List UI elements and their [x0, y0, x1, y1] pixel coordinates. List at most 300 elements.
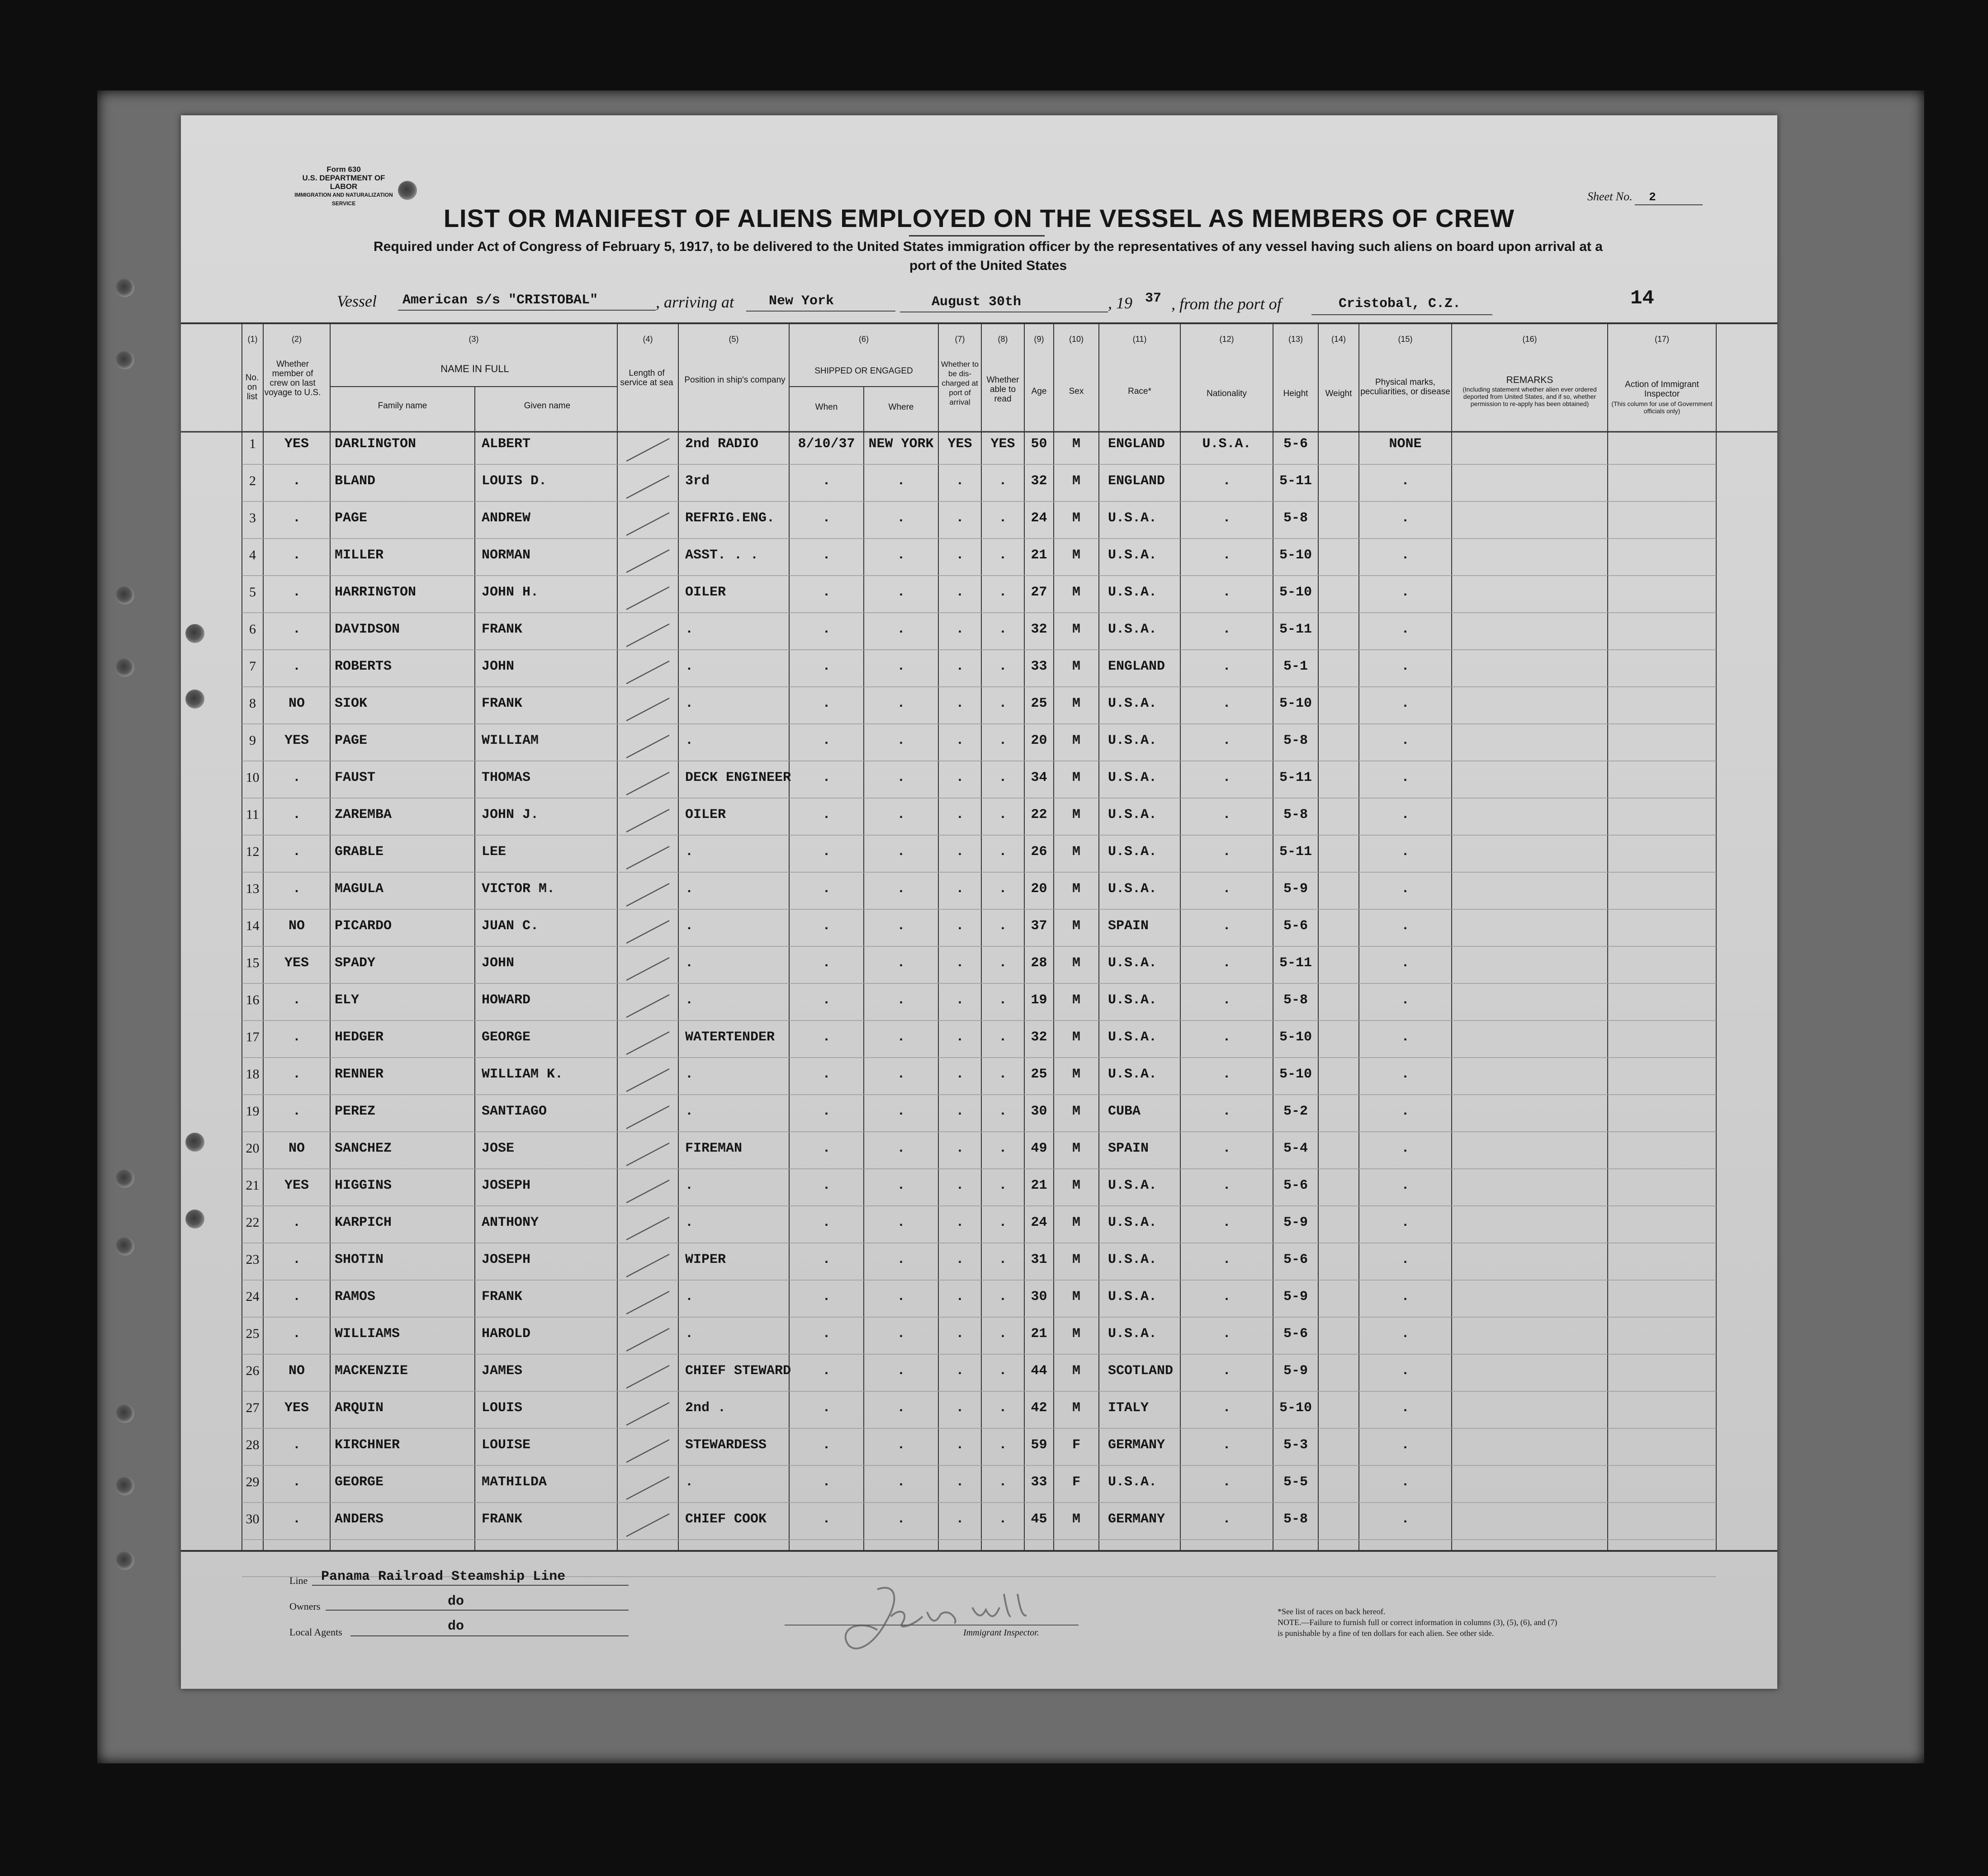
cell-family: GEORGE: [335, 1474, 384, 1490]
cell-given: FRANK: [482, 1512, 523, 1527]
header-length-of-service: Length of service at sea: [620, 369, 673, 387]
cell-position: 2nd RADIO: [685, 436, 759, 452]
cell-height: 5-10: [1279, 696, 1312, 711]
cell-crew: NO: [288, 918, 305, 934]
cell-nat: .: [1222, 1067, 1231, 1082]
cell-crew: .: [292, 1474, 301, 1490]
cell-family: PEREZ: [335, 1104, 376, 1119]
length-of-service-mark: [626, 1291, 669, 1314]
cell-height: 5-11: [1279, 844, 1312, 860]
cell-age: 32: [1031, 622, 1047, 637]
cell-disch: .: [956, 659, 964, 674]
length-of-service-mark: [626, 439, 669, 461]
cell-where: .: [897, 1104, 905, 1119]
cell-disch: .: [956, 696, 964, 711]
cell-crew: .: [292, 1252, 301, 1267]
cell-age: 20: [1031, 733, 1047, 748]
cell-read: .: [999, 1215, 1007, 1230]
cell-sex: M: [1072, 696, 1080, 711]
cell-given: JOHN: [482, 955, 515, 971]
cell-height: 5-9: [1283, 1289, 1308, 1304]
cell-read: .: [999, 1141, 1007, 1156]
cell-position: CHIEF STEWARD: [685, 1363, 791, 1379]
cell-where: .: [897, 918, 905, 934]
cell-where: .: [897, 1363, 905, 1379]
cell-where: .: [897, 1067, 905, 1082]
cell-read: .: [999, 1178, 1007, 1193]
cell-nat: .: [1222, 622, 1231, 637]
cell-read: .: [999, 659, 1007, 674]
length-of-service-mark: [626, 846, 669, 869]
cell-race: U.S.A.: [1108, 1474, 1157, 1490]
length-of-service-mark: [626, 587, 669, 610]
cell-when: .: [822, 510, 831, 526]
cell-where: .: [897, 770, 905, 785]
cell-height: 5-8: [1283, 807, 1308, 822]
cell-phys: .: [1401, 1141, 1410, 1156]
cell-age: 34: [1031, 770, 1047, 785]
cell-sex: M: [1072, 955, 1080, 971]
cell-sex: M: [1072, 659, 1080, 674]
cell-where: .: [897, 1326, 905, 1342]
cell-crew: YES: [284, 1178, 309, 1193]
cell-read: .: [999, 585, 1007, 600]
header-inspector-action: Action of Immigrant Inspector: [1625, 380, 1699, 399]
cell-when: .: [822, 473, 831, 489]
cell-where: .: [897, 1030, 905, 1045]
cell-age: 22: [1031, 807, 1047, 822]
column-number: (15): [1398, 335, 1413, 344]
manifest-grid: [181, 115, 1777, 1689]
cell-disch: .: [956, 770, 964, 785]
length-of-service-mark: [626, 624, 669, 647]
cell-position: .: [685, 696, 694, 711]
cell-nat: .: [1222, 585, 1231, 600]
cell-age: 44: [1031, 1363, 1047, 1379]
cell-crew: .: [292, 1326, 301, 1342]
cell-crew: .: [292, 1437, 301, 1453]
cell-phys: .: [1401, 473, 1410, 489]
cell-phys: .: [1401, 1030, 1410, 1045]
cell-no: 16: [246, 992, 260, 1007]
cell-where: .: [897, 844, 905, 860]
column-number: (5): [729, 335, 739, 344]
length-of-service-mark: [626, 1440, 669, 1462]
punch-hole: [115, 586, 134, 605]
length-of-service-mark: [626, 1403, 669, 1425]
length-of-service-mark: [626, 1366, 669, 1388]
cell-read: .: [999, 1363, 1007, 1379]
cell-family: DARLINGTON: [335, 436, 417, 452]
cell-given: JOSEPH: [482, 1178, 531, 1193]
cell-sex: M: [1072, 548, 1080, 563]
length-of-service-mark: [626, 1217, 669, 1240]
length-of-service-mark: [626, 958, 669, 980]
cell-where: .: [897, 1437, 905, 1453]
column-number: (13): [1288, 335, 1303, 344]
cell-family: KIRCHNER: [335, 1437, 400, 1453]
cell-read: .: [999, 696, 1007, 711]
cell-family: WILLIAMS: [335, 1326, 400, 1342]
cell-disch: .: [956, 955, 964, 971]
cell-crew: .: [292, 1067, 301, 1082]
cell-sex: M: [1072, 992, 1080, 1008]
cell-where: NEW YORK: [868, 436, 934, 452]
cell-crew: .: [292, 1215, 301, 1230]
cell-when: .: [822, 585, 831, 600]
header-race: Race*: [1128, 387, 1151, 396]
cell-position: ASST. . .: [685, 548, 759, 563]
length-of-service-mark: [626, 921, 669, 943]
cell-position: .: [685, 1067, 694, 1082]
cell-no: 8: [249, 696, 256, 711]
column-number: (10): [1069, 335, 1084, 344]
cell-no: 26: [246, 1363, 260, 1378]
cell-family: KARPICH: [335, 1215, 392, 1230]
cell-race: GERMANY: [1108, 1512, 1165, 1527]
cell-age: 32: [1031, 1030, 1047, 1045]
cell-when: .: [822, 1178, 831, 1193]
cell-given: FRANK: [482, 696, 523, 711]
cell-crew: .: [292, 881, 301, 897]
cell-race: SPAIN: [1108, 1141, 1149, 1156]
length-of-service-mark: [626, 809, 669, 832]
cell-age: 32: [1031, 473, 1047, 489]
cell-no: 13: [246, 881, 260, 896]
cell-given: JOHN: [482, 659, 515, 674]
cell-given: MATHILDA: [482, 1474, 547, 1490]
cell-given: LEE: [482, 844, 506, 860]
cell-given: WILLIAM: [482, 733, 539, 748]
cell-height: 5-5: [1283, 1474, 1308, 1490]
cell-sex: M: [1072, 770, 1080, 785]
cell-read: .: [999, 1030, 1007, 1045]
cell-crew: NO: [288, 1141, 305, 1156]
cell-sex: M: [1072, 1512, 1080, 1527]
cell-given: WILLIAM K.: [482, 1067, 563, 1082]
cell-no: 4: [249, 548, 256, 562]
header-physical-marks: Physical marks, peculiarities, or disease: [1360, 378, 1450, 397]
cell-phys: .: [1401, 622, 1410, 637]
cell-height: 5-9: [1283, 881, 1308, 897]
cell-height: 5-9: [1283, 1215, 1308, 1230]
cell-family: ANDERS: [335, 1512, 384, 1527]
from-port-label: , from the port of: [1171, 295, 1282, 313]
cell-age: 25: [1031, 1067, 1047, 1082]
header-inspector-note: (This column for use of Government officials only): [1611, 400, 1713, 415]
cell-age: 30: [1031, 1289, 1047, 1304]
cell-when: .: [822, 1474, 831, 1490]
column-number: (17): [1654, 335, 1669, 344]
cell-where: .: [897, 585, 905, 600]
inspector-signature: [823, 1580, 1040, 1671]
cell-nat: .: [1222, 1437, 1231, 1453]
cell-sex: M: [1072, 733, 1080, 748]
cell-height: 5-8: [1283, 992, 1308, 1008]
cell-when: .: [822, 807, 831, 822]
subtitle-line-2: port of the United States: [909, 258, 1067, 273]
penalty-note-line-1: NOTE.—Failure to furnish full or correct information in columns (3), (5), (6), and (7): [1278, 1618, 1557, 1627]
cell-age: 49: [1031, 1141, 1047, 1156]
cell-sex: M: [1072, 1289, 1080, 1304]
cell-phys: .: [1401, 696, 1410, 711]
cell-height: 5-3: [1283, 1437, 1308, 1453]
cell-family: MAGULA: [335, 881, 384, 897]
header-name-in-full: NAME IN FULL: [440, 363, 509, 374]
cell-read: .: [999, 807, 1007, 822]
cell-no: 24: [246, 1289, 260, 1304]
cell-no: 11: [246, 807, 259, 822]
cell-family: MACKENZIE: [335, 1363, 408, 1379]
cell-nat: .: [1222, 1474, 1231, 1490]
header-sex: Sex: [1069, 387, 1084, 396]
cell-given: NORMAN: [482, 548, 531, 563]
cell-when: .: [822, 1030, 831, 1045]
cell-no: 25: [246, 1326, 260, 1341]
cell-race: U.S.A.: [1108, 1178, 1157, 1193]
column-number: (1): [247, 335, 258, 344]
cell-crew: .: [292, 510, 301, 526]
cell-phys: .: [1401, 807, 1410, 822]
cell-nat: .: [1222, 1512, 1231, 1527]
manifest-sheet: [181, 115, 1777, 1689]
cell-position: 3rd: [685, 473, 710, 489]
cell-nat: .: [1222, 1326, 1231, 1342]
cell-age: 21: [1031, 548, 1047, 563]
column-number: (4): [643, 335, 653, 344]
cell-nat: .: [1222, 918, 1231, 934]
cell-read: .: [999, 473, 1007, 489]
cell-age: 31: [1031, 1252, 1047, 1267]
cell-given: VICTOR M.: [482, 881, 555, 897]
cell-nat: .: [1222, 844, 1231, 860]
column-number: (9): [1034, 335, 1044, 344]
cell-crew: .: [292, 1289, 301, 1304]
cell-age: 59: [1031, 1437, 1047, 1453]
cell-phys: .: [1401, 585, 1410, 600]
cell-when: .: [822, 992, 831, 1008]
cell-sex: M: [1072, 881, 1080, 897]
departure-port: Cristobal, C.Z.: [1339, 296, 1461, 312]
cell-crew: .: [292, 1104, 301, 1119]
vessel-name: American s/s "CRISTOBAL": [402, 293, 598, 308]
cell-where: .: [897, 1252, 905, 1267]
cell-when: .: [822, 1104, 831, 1119]
cell-race: SPAIN: [1108, 918, 1149, 934]
cell-sex: M: [1072, 622, 1080, 637]
cell-sex: M: [1072, 1363, 1080, 1379]
cell-crew: .: [292, 992, 301, 1008]
cell-race: U.S.A.: [1108, 510, 1157, 526]
length-of-service-mark: [626, 1032, 669, 1054]
punch-hole: [115, 1476, 134, 1495]
cell-position: STEWARDESS: [685, 1437, 767, 1453]
cell-when: .: [822, 770, 831, 785]
cell-where: .: [897, 955, 905, 971]
cell-given: JUAN C.: [482, 918, 539, 934]
cell-no: 6: [249, 622, 256, 637]
length-of-service-mark: [626, 735, 669, 758]
cell-position: .: [685, 622, 694, 637]
column-number: (12): [1219, 335, 1234, 344]
cell-crew: .: [292, 585, 301, 600]
cell-age: 33: [1031, 659, 1047, 674]
length-of-service-mark: [626, 1180, 669, 1203]
punch-hole: [115, 278, 134, 297]
cell-nat: .: [1222, 696, 1231, 711]
header-when: When: [815, 402, 838, 412]
cell-disch: .: [956, 881, 964, 897]
cell-sex: M: [1072, 807, 1080, 822]
cell-crew: .: [292, 844, 301, 860]
cell-when: 8/10/37: [798, 436, 855, 452]
length-of-service-mark: [626, 513, 669, 535]
cell-read: .: [999, 844, 1007, 860]
cell-family: GRABLE: [335, 844, 384, 860]
penalty-note-line-2: is punishable by a fine of ten dollars for each alien. See other side.: [1278, 1629, 1494, 1638]
cell-family: HARRINGTON: [335, 585, 417, 600]
sheet-number: 2: [1649, 190, 1656, 204]
cell-no: 15: [246, 955, 260, 970]
cell-sex: M: [1072, 1030, 1080, 1045]
cell-disch: .: [956, 733, 964, 748]
cell-where: .: [897, 733, 905, 748]
punch-hole: [115, 658, 134, 677]
cell-when: .: [822, 1141, 831, 1156]
column-number: (7): [955, 335, 965, 344]
cell-height: 5-11: [1279, 770, 1312, 785]
cell-height: 5-8: [1283, 1512, 1308, 1527]
cell-race: U.S.A.: [1108, 1067, 1157, 1082]
cell-phys: .: [1401, 659, 1410, 674]
cell-height: 5-10: [1279, 1067, 1312, 1082]
cell-height: 5-8: [1283, 510, 1308, 526]
cell-when: .: [822, 1400, 831, 1416]
cell-race: U.S.A.: [1108, 548, 1157, 563]
cell-crew: .: [292, 548, 301, 563]
cell-height: 5-4: [1283, 1141, 1308, 1156]
cell-no: 22: [246, 1215, 260, 1230]
column-number: (14): [1331, 335, 1346, 344]
cell-sex: M: [1072, 1141, 1080, 1156]
cell-nat: .: [1222, 548, 1231, 563]
cell-phys: .: [1401, 881, 1410, 897]
length-of-service-mark: [626, 995, 669, 1017]
header-able-to-read: Whether able to read: [986, 375, 1019, 404]
cell-no: 5: [249, 585, 256, 600]
cell-height: 5-11: [1279, 955, 1312, 971]
cell-crew: YES: [284, 733, 309, 748]
length-of-service-mark: [626, 1254, 669, 1277]
cell-position: .: [685, 733, 694, 748]
cell-height: 5-10: [1279, 1400, 1312, 1416]
column-number: (11): [1132, 335, 1147, 344]
cell-crew: NO: [288, 696, 305, 711]
vessel-label: Vessel: [337, 292, 377, 310]
cell-nat: .: [1222, 659, 1231, 674]
inspector-label: Immigrant Inspector.: [963, 1628, 1039, 1638]
signature-text: John a. wall: [823, 1580, 828, 1581]
cell-disch: .: [956, 1030, 964, 1045]
column-number: (8): [998, 335, 1008, 344]
cell-phys: .: [1401, 1512, 1410, 1527]
cell-no: 12: [246, 844, 260, 859]
header-shipped-engaged: SHIPPED OR ENGAGED: [814, 366, 913, 376]
cell-phys: .: [1401, 733, 1410, 748]
cell-sex: F: [1072, 1474, 1080, 1490]
cell-disch: .: [956, 992, 964, 1008]
cell-disch: .: [956, 918, 964, 934]
cell-when: .: [822, 1512, 831, 1527]
owners-label: Owners: [289, 1601, 321, 1612]
cell-disch: .: [956, 1178, 964, 1193]
cell-when: .: [822, 955, 831, 971]
cell-where: .: [897, 807, 905, 822]
cell-sex: M: [1072, 1252, 1080, 1267]
cell-where: .: [897, 622, 905, 637]
cell-family: SANCHEZ: [335, 1141, 392, 1156]
cell-position: .: [685, 918, 694, 934]
cell-sex: M: [1072, 1215, 1080, 1230]
cell-where: .: [897, 881, 905, 897]
cell-where: .: [897, 659, 905, 674]
cell-disch: .: [956, 1067, 964, 1082]
cell-phys: .: [1401, 1067, 1410, 1082]
header-remarks: REMARKS: [1506, 375, 1553, 385]
form-service: IMMIGRATION AND NATURALIZATION SERVICE: [294, 192, 393, 207]
cell-no: 29: [246, 1474, 260, 1489]
cell-nat: .: [1222, 473, 1231, 489]
cell-crew: YES: [284, 1400, 309, 1416]
cell-race: U.S.A.: [1108, 1252, 1157, 1267]
length-of-service-mark: [626, 884, 669, 906]
cell-phys: .: [1401, 1215, 1410, 1230]
cell-read: .: [999, 733, 1007, 748]
cell-position: .: [685, 992, 694, 1008]
cell-given: GEORGE: [482, 1030, 531, 1045]
cell-phys: .: [1401, 1178, 1410, 1193]
length-of-service-mark: [626, 1106, 669, 1129]
cell-sex: M: [1072, 1326, 1080, 1342]
cell-no: 30: [246, 1512, 260, 1526]
cell-given: JOSE: [482, 1141, 515, 1156]
cell-race: U.S.A.: [1108, 1215, 1157, 1230]
cell-position: CHIEF COOK: [685, 1512, 767, 1527]
cell-no: 23: [246, 1252, 260, 1267]
cell-height: 5-10: [1279, 548, 1312, 563]
cell-no: 18: [246, 1067, 260, 1082]
cell-race: U.S.A.: [1108, 770, 1157, 785]
length-of-service-mark: [626, 1328, 669, 1351]
punch-hole: [115, 1169, 134, 1188]
cell-when: .: [822, 1289, 831, 1304]
cell-where: .: [897, 992, 905, 1008]
cell-height: 5-9: [1283, 1363, 1308, 1379]
cell-age: 45: [1031, 1512, 1047, 1527]
cell-crew: YES: [284, 955, 309, 971]
cell-disch: .: [956, 1252, 964, 1267]
cell-no: 19: [246, 1104, 260, 1119]
cell-where: .: [897, 1512, 905, 1527]
cell-nat: .: [1222, 733, 1231, 748]
cell-read: YES: [990, 436, 1015, 452]
cell-sex: M: [1072, 1067, 1080, 1082]
cell-disch: .: [956, 585, 964, 600]
punch-hole: [115, 1237, 134, 1256]
cell-nat: .: [1222, 1104, 1231, 1119]
sheet-label: Sheet No.: [1587, 190, 1633, 203]
arrival-date: August 30th: [932, 294, 1022, 310]
